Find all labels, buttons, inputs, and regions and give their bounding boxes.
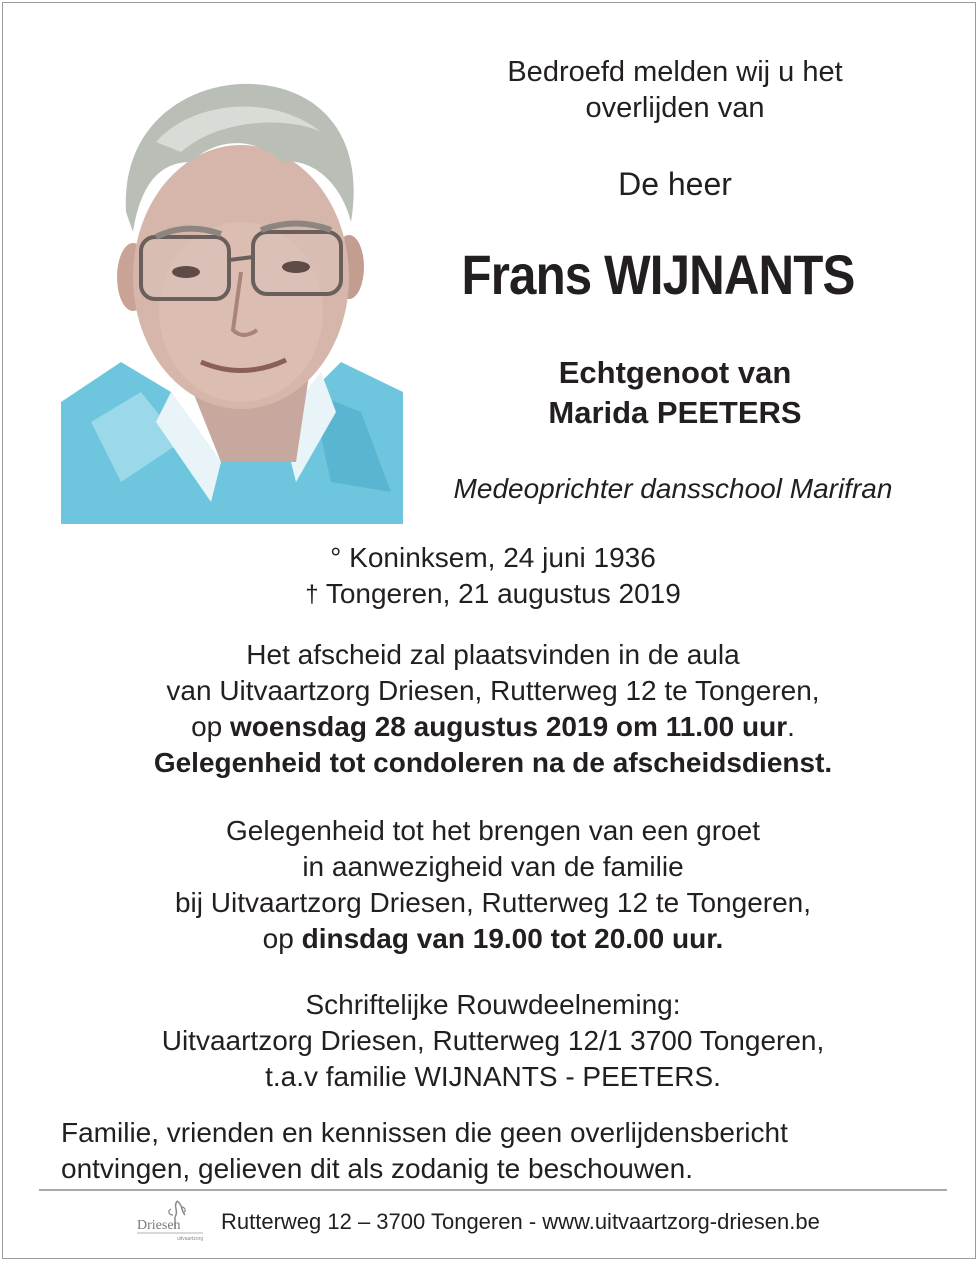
farewell-datetime <box>3 709 980 745</box>
farewell-suffix: . <box>787 711 795 742</box>
tree-logo-icon <box>133 1199 207 1245</box>
condolence-line: Uitvaartzorg Driesen, Rutterweg 12/1 3700 Tongeren, <box>161 1025 825 1056</box>
condolence-section <box>3 987 980 1095</box>
footer-address: Rutterweg 12 – 3700 Tongeren - www.uitvaartzorg-driesen.be <box>221 1209 820 1234</box>
farewell-prefix: op <box>191 711 223 742</box>
cross-icon: † <box>305 581 319 608</box>
greeting-line: bij Uitvaartzorg Driesen, Rutterweg 12 te Tongeren, <box>174 887 812 918</box>
farewell-line: van Uitvaartzorg Driesen, Rutterweg 12 te Tongeren, <box>166 675 820 706</box>
condolence-line: Schriftelijke Rouwdeelneming: <box>305 989 681 1020</box>
greeting-time: dinsdag van 19.00 tot 20.00 uur. <box>301 923 724 954</box>
greeting-section <box>3 813 980 957</box>
intro-line: Bedroefd melden wij u het <box>507 56 843 88</box>
condolence-note: Gelegenheid tot condoleren na de afscheidsdienst. <box>153 747 833 778</box>
intro-line: overlijden van <box>585 92 765 124</box>
death-line <box>3 576 980 613</box>
farewell-line: Het afscheid zal plaatsvinden in de aula <box>246 639 740 670</box>
driesen-logo <box>133 1199 207 1245</box>
life-dates <box>3 540 980 613</box>
farewell-condolence-note <box>3 745 980 781</box>
notice-text <box>61 1115 941 1187</box>
spouse-label: Echtgenoot van <box>558 355 792 390</box>
role-text: Medeoprichter dansschool Marifran <box>453 473 893 504</box>
spouse-info <box>455 353 895 433</box>
birth-line <box>3 540 980 576</box>
footer-divider <box>39 1189 947 1191</box>
birth-text: Koninksem, 24 juni 1936 <box>349 542 656 573</box>
farewell-date: woensdag 28 augustus 2019 om 11.00 uur <box>230 711 788 742</box>
farewell-section <box>3 637 980 781</box>
spouse-name: Marida PEETERS <box>548 395 802 430</box>
greeting-line: in aanwezigheid van de familie <box>302 851 684 882</box>
greeting-line: Gelegenheid tot het brengen van een groet <box>226 815 760 846</box>
notice-line: Familie, vrienden en kennissen die geen overlijdensbericht <box>61 1117 788 1148</box>
deceased-name: Frans WIJNANTS <box>461 243 855 306</box>
birth-symbol: ° <box>330 542 342 573</box>
honorific: De heer <box>618 166 732 202</box>
logo-name: Driesen <box>137 1218 181 1233</box>
greeting-prefix: op <box>262 923 294 954</box>
notice-line: ontvingen, gelieven dit als zodanig te beschouwen. <box>61 1153 693 1184</box>
greeting-datetime <box>3 921 980 957</box>
death-notice-card <box>2 2 976 1259</box>
condolence-line: t.a.v familie WIJNANTS - PEETERS. <box>265 1061 721 1092</box>
death-text: Tongeren, 21 augustus 2019 <box>325 578 681 609</box>
logo-tagline: uitvaartzorg <box>177 1236 204 1242</box>
intro-text <box>455 54 895 126</box>
portrait-image <box>61 62 403 524</box>
portrait-photo <box>61 62 403 524</box>
